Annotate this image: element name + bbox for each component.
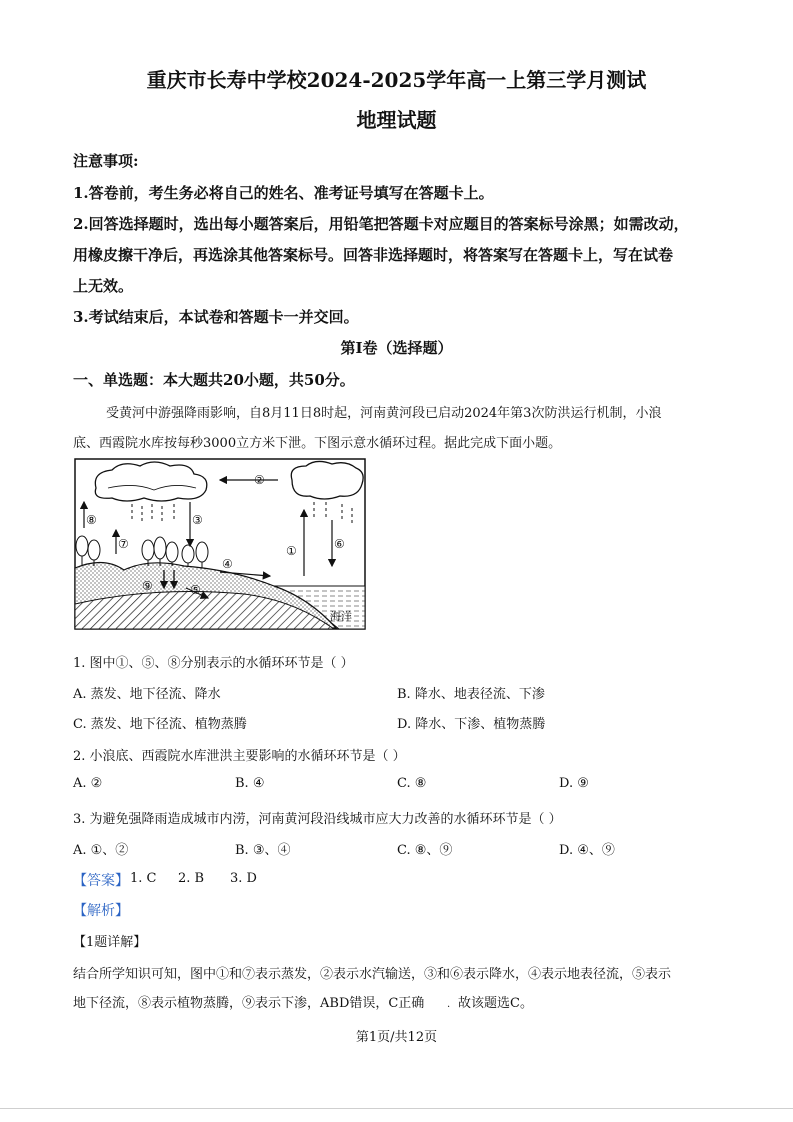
exam-title: 重庆市长寿中学校2024-2025学年高一上第三学月测试 [146,68,647,92]
label-9: ⑨ [142,579,153,593]
notice-line-2b: 用橡皮擦干净后，再选涂其他答案标号。回答非选择题时，将答案写在答题卡上，写在试卷 [73,246,674,264]
label-1: ① [286,544,297,558]
notice-line-2a: 2.回答选择题时，选出每小题答案后，用铅笔把答题卡对应题目的答案标号涂黑；如需改动， [73,215,689,233]
analysis-mark: . [447,999,451,1010]
question-1-option-a[interactable]: A. 蒸发、地下径流、降水 [73,687,221,702]
question-1-option-c[interactable]: C. 蒸发、地下径流、植物蒸腾 [73,717,247,732]
label-4: ④ [222,557,233,571]
question-2-option-d[interactable]: D. ⑨ [559,776,589,791]
label-2: ② [254,473,265,487]
question-3-option-c[interactable]: C. ⑧、⑨ [397,843,453,858]
section-heading: 一、单选题：本大题共20小题，共50分。 [73,371,355,389]
volume-heading: 第I卷（选择题） [340,339,453,357]
question-2-option-b[interactable]: B. ④ [235,776,265,791]
label-3: ③ [192,513,203,527]
question-2-option-a[interactable]: A. ② [73,776,103,791]
q1-detail-heading: 【1题详解】 [73,935,147,950]
analysis-tag: 【解析】 [73,903,129,919]
label-7: ⑦ [118,537,129,551]
question-3-option-a[interactable]: A. ①、② [73,843,129,858]
analysis-line-1: 结合所学知识可知，图中①和⑦表示蒸发，②表示水汽输送，③和⑥表示降水，④表示地表径流，⑤表示 [73,967,672,982]
answer-1: 1. C [130,871,157,886]
question-3-option-b[interactable]: B. ③、④ [235,843,291,858]
ocean-label: 海洋 [330,610,352,623]
notice-line-1: 1.答卷前，考生务必将自己的姓名、准考证号填写在答题卡上。 [73,184,494,202]
analysis-line-2: 地下径流，⑧表示植物蒸腾，⑨表示下渗，ABD错误，C正确 [73,996,425,1011]
answer-tag: 【答案】 [73,873,129,889]
notice-heading: 注意事项: [73,152,139,170]
label-6: ⑥ [334,537,345,551]
question-3-stem: 3. 为避免强降雨造成城市内涝，河南黄河段沿线城市应大力改善的水循环环节是（ ） [73,812,562,827]
question-2-stem: 2. 小浪底、西霞院水库泄洪主要影响的水循环环节是（ ） [73,749,406,764]
notice-line-2c: 上无效。 [73,277,134,295]
question-1-stem: 1. 图中①、⑤、⑧分别表示的水循环环节是（ ） [73,656,354,671]
notice-line-3: 3.考试结束后，本试卷和答题卡一并交回。 [73,308,359,326]
question-1-option-b[interactable]: B. 降水、地表径流、下渗 [397,687,545,702]
analysis-line-2-end: 故该题选C。 [458,996,533,1011]
answer-2: 2. B [178,871,205,886]
passage-line-2: 底、西霞院水库按每秒3000立方米下泄。下图示意水循环过程。据此完成下面小题。 [73,436,562,451]
question-2-option-c[interactable]: C. ⑧ [397,776,427,791]
page-number: 第1页/共12页 [355,1030,438,1045]
bottom-divider [0,1108,793,1109]
answer-3: 3. D [230,871,257,886]
label-5: ⑤ [190,583,201,597]
question-1-option-d[interactable]: D. 降水、下渗、植物蒸腾 [397,717,546,732]
water-cycle-diagram [74,458,366,630]
label-8: ⑧ [86,513,97,527]
passage-line-1: 受黄河中游强降雨影响，自8月11日8时起，河南黄河段已启动2024年第3次防洪运行机制，小浪 [106,406,662,421]
exam-subject: 地理试题 [356,108,437,132]
question-3-option-d[interactable]: D. ④、⑨ [559,843,615,858]
